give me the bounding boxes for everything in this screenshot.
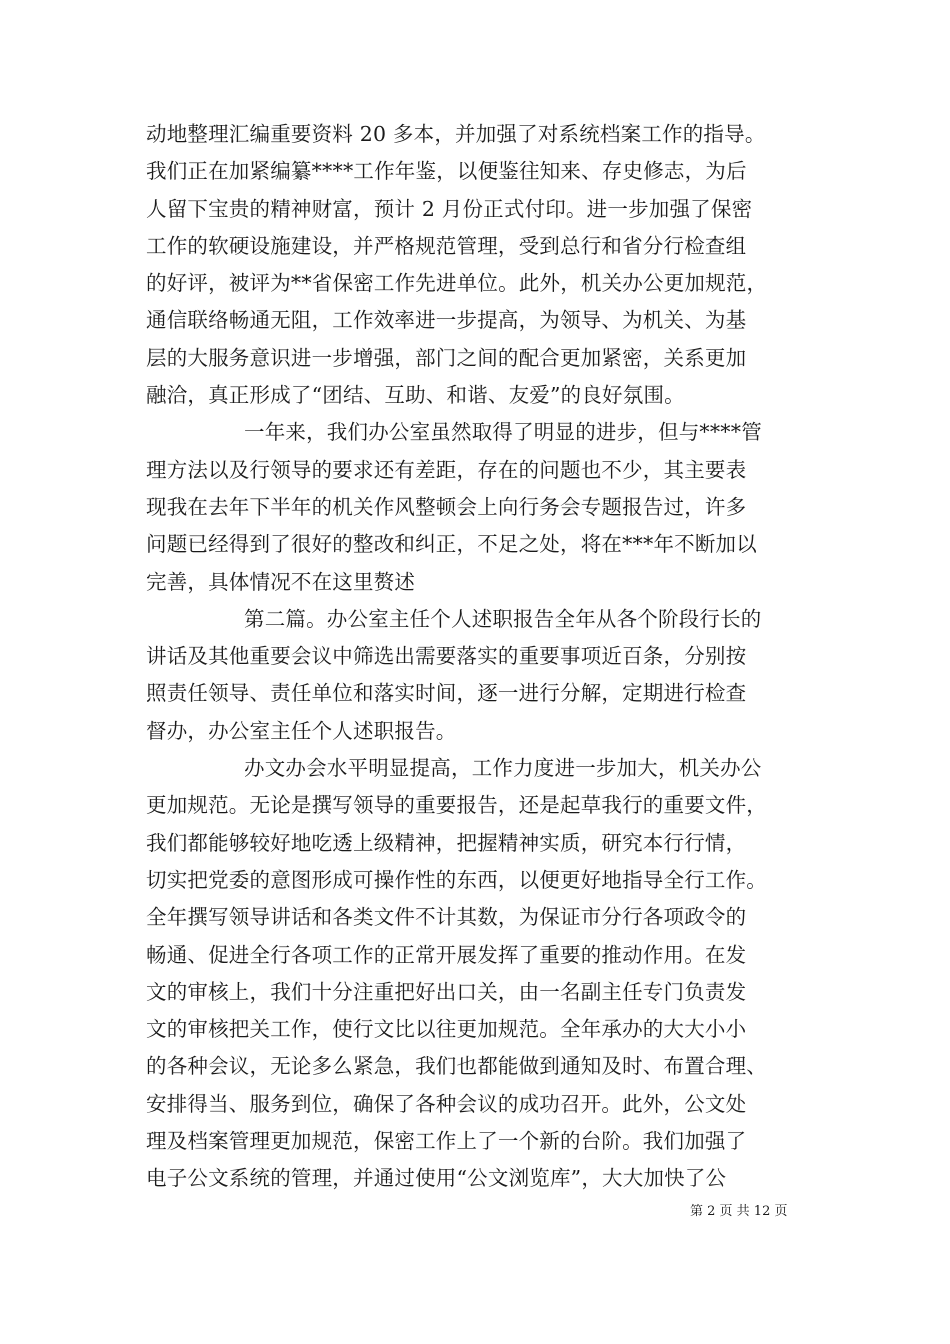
body-line: 我们正在加紧编纂****工作年鉴，以便鉴往知来、存史修志，为后 — [146, 159, 747, 184]
body-line: 的各种会议，无论多么紧急，我们也都能做到通知及时、布置合理、 — [146, 1054, 767, 1079]
body-line: 安排得当、服务到位，确保了各种会议的成功召开。此外，公文处 — [146, 1091, 747, 1116]
body-line: 完善，具体情况不在这里赘述 — [146, 569, 416, 594]
body-line: 我们都能够较好地吃透上级精神，把握精神实质，研究本行行情， — [146, 830, 747, 855]
body-line: 层的大服务意识进一步增强，部门之间的配合更加紧密，关系更加 — [146, 345, 747, 370]
body-line: 现我在去年下半年的机关作风整顿会上向行务会专题报告过，许多 — [146, 494, 747, 519]
body-line: 照责任领导、责任单位和落实时间，逐一进行分解，定期进行检查 — [146, 681, 747, 706]
body-line: 问题已经得到了很好的整改和纠正，不足之处，将在***年不断加以 — [146, 532, 757, 557]
body-line: 融洽，真正形成了“团结、互助、和谐、友爱”的良好氛围。 — [146, 383, 685, 408]
body-line: 全年撰写领导讲话和各类文件不计其数，为保证市分行各项政令的 — [146, 905, 747, 930]
body-line: 更加规范。无论是撰写领导的重要报告，还是起草我行的重要文件， — [146, 793, 767, 818]
body-line: 通信联络畅通无阻，工作效率进一步提高，为领导、为机关、为基 — [146, 308, 747, 333]
paragraph-start-line: 办文办会水平明显提高，工作力度进一步加大，机关办公 — [244, 756, 762, 781]
document-body — [146, 116, 826, 1198]
body-line: 的好评，被评为**省保密工作先进单位。此外，机关办公更加规范， — [146, 271, 768, 296]
body-line: 督办，办公室主任个人述职报告。 — [146, 718, 457, 743]
body-line: 工作的软硬设施建设，并严格规范管理，受到总行和省分行检查组 — [146, 233, 747, 258]
paragraph-start-line: 第二篇。办公室主任个人述职报告全年从各个阶段行长的 — [244, 606, 762, 631]
body-line: 动地整理汇编重要资料 20 多本，并加强了对系统档案工作的指导。 — [146, 122, 766, 146]
body-line: 文的审核把关工作，使行文比以往更加规范。全年承办的大大小小 — [146, 1017, 747, 1042]
body-line: 理方法以及行领导的要求还有差距，存在的问题也不少，其主要表 — [146, 457, 747, 482]
body-line: 文的审核上，我们十分注重把好出口关，由一名副主任专门负责发 — [146, 979, 747, 1004]
body-line: 电子公文系统的管理，并通过使用“公文浏览库”，大大加快了公 — [146, 1166, 727, 1191]
body-line: 理及档案管理更加规范，保密工作上了一个新的台阶。我们加强了 — [146, 1129, 747, 1154]
body-line: 人留下宝贵的精神财富，预计 2 月份正式付印。进一步加强了保密 — [146, 196, 753, 221]
page-number-footer: 第 2 页 共 12 页 — [690, 1204, 788, 1219]
body-line: 畅通、促进全行各项工作的正常开展发挥了重要的推动作用。在发 — [146, 942, 747, 967]
paragraph-start-line: 一年来，我们办公室虽然取得了明显的进步，但与****管 — [244, 420, 762, 445]
body-line: 切实把党委的意图形成可操作性的东西，以便更好地指导全行工作。 — [146, 867, 767, 892]
body-line: 讲话及其他重要会议中筛选出需要落实的重要事项近百条，分别按 — [146, 644, 747, 669]
